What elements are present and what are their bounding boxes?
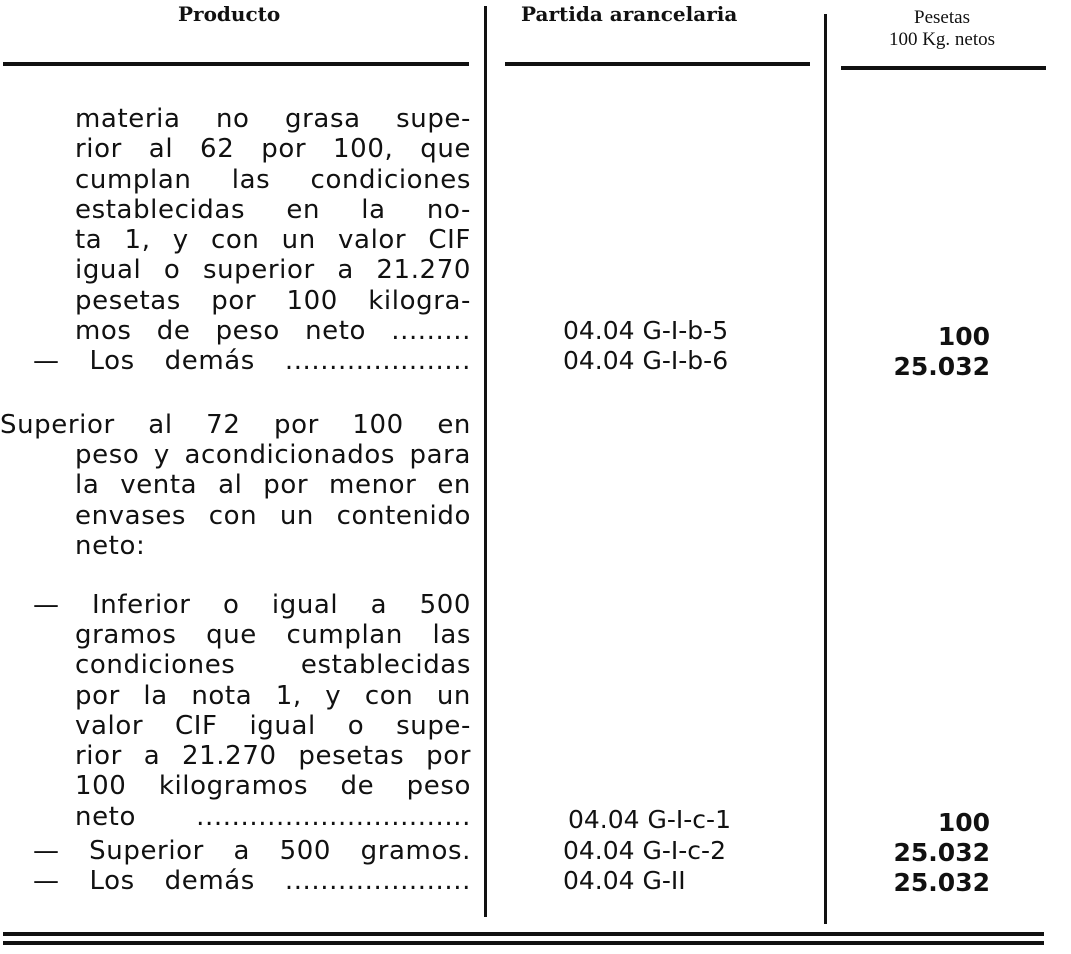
producto-block-1 xyxy=(75,104,471,346)
pesetas-value-2: 25.032 xyxy=(893,352,990,381)
partida-3: 04.04 G-I-c-1 xyxy=(568,805,731,834)
block1-line-8: mos de peso neto ......... xyxy=(75,316,471,347)
pesetas-value-4: 25.032 xyxy=(893,838,990,867)
producto-block-2 xyxy=(75,440,471,531)
partida-2: 04.04 G-I-b-6 xyxy=(563,346,729,375)
header-pesetas-line1: Pesetas xyxy=(914,7,970,28)
header-rule-partida xyxy=(505,62,810,66)
pesetas-value-3: 100 xyxy=(937,808,990,837)
block2-line-1: peso y acondicionados para xyxy=(75,440,471,470)
block3-line-7: neto ............................... xyxy=(75,801,471,832)
block3-line-5: rior a 21.270 pesetas por xyxy=(75,741,471,772)
block1-line-5: ta 1, y con un valor CIF xyxy=(75,225,471,256)
producto-block-3 xyxy=(75,620,471,832)
block1-line-1: materia no grasa supe- xyxy=(75,104,471,134)
header-rule-producto xyxy=(3,62,469,66)
pesetas-value-5: 25.032 xyxy=(893,868,990,897)
block1-line-2: rior al 62 por 100, que xyxy=(75,134,471,165)
producto-item-los-demas-1: — Los demás ..................... xyxy=(33,346,471,376)
block3-line-4: valor CIF igual o supe- xyxy=(75,710,471,741)
block3-line-6: 100 kilogramos de peso xyxy=(75,771,471,802)
header-producto: Producto xyxy=(178,2,281,26)
header-partida-arancelaria: Partida arancelaria xyxy=(521,2,738,26)
block2-line-4: neto: xyxy=(75,531,146,561)
bottom-rule-bottom xyxy=(3,941,1044,945)
block1-line-6: igual o superior a 21.270 xyxy=(75,255,471,286)
block2-line-2: la venta al por menor en xyxy=(75,470,471,501)
block1-line-3: cumplan las condiciones xyxy=(75,164,471,195)
block2-line-3: envases con un contenido xyxy=(75,500,471,531)
pesetas-value-1: 100 xyxy=(937,322,990,351)
header-pesetas-line2: 100 Kg. netos xyxy=(888,29,996,50)
column-divider-2 xyxy=(824,14,827,924)
block1-line-7: pesetas por 100 kilogra- xyxy=(75,285,471,316)
block1-line-4: establecidas en la no- xyxy=(75,194,471,225)
block2-first-line: Superior al 72 por 100 en xyxy=(0,410,471,440)
block3-line-3: por la nota 1, y con un xyxy=(75,680,471,711)
partida-1: 04.04 G-I-b-5 xyxy=(563,316,729,345)
producto-item-superior-500: — Superior a 500 gramos. xyxy=(33,836,471,866)
column-divider-1 xyxy=(484,6,487,917)
header-rule-pesetas xyxy=(841,66,1046,70)
block3-line-2: condiciones establecidas xyxy=(75,650,471,681)
block3-first-line: — Inferior o igual a 500 xyxy=(33,590,471,620)
block3-line-1: gramos que cumplan las xyxy=(75,620,471,650)
partida-4: 04.04 G-I-c-2 xyxy=(563,836,726,865)
producto-item-los-demas-2: — Los demás ..................... xyxy=(33,866,471,896)
bottom-rule-top xyxy=(3,932,1044,936)
header-pesetas xyxy=(842,7,1042,51)
partida-5: 04.04 G-II xyxy=(563,866,686,895)
